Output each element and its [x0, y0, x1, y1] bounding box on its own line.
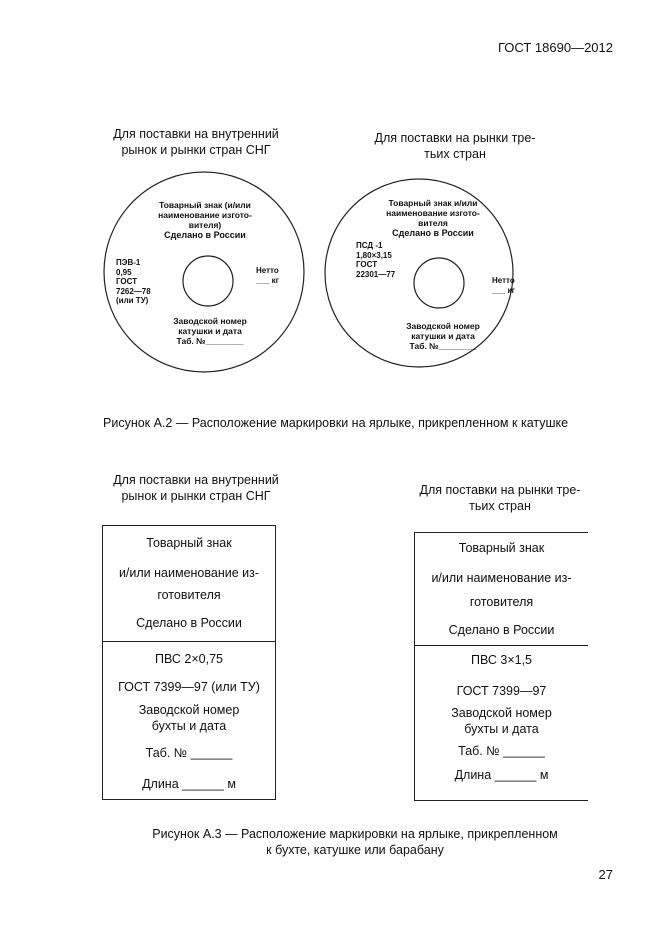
label-maker-line: готовителя	[469, 595, 534, 609]
left-disc-left-text	[116, 258, 176, 306]
caption-line: рынок и рынки стран СНГ	[121, 489, 271, 503]
disc-line: ПСД -1	[356, 241, 383, 250]
right-disc-bottom-text	[393, 321, 493, 351]
left-label	[102, 525, 276, 800]
disc-line: Сделано в России	[164, 230, 246, 240]
label-serial-line: бухты и дата	[464, 722, 539, 736]
right-label	[414, 532, 588, 801]
disc-line: наименование изгото-	[158, 210, 252, 220]
right-disc-top-text	[378, 198, 488, 238]
disc-line: ГОСТ	[116, 277, 138, 286]
disc-line: Товарный знак (и/или	[159, 200, 251, 210]
label-length: Длина ______ м	[142, 777, 236, 791]
disc-line: 1,80×3,15	[356, 250, 392, 260]
disc-line: Сделано в России	[392, 228, 474, 238]
disc-line: Заводской номер	[406, 321, 480, 331]
label-serial-line: Заводской номер	[451, 706, 552, 720]
right-disc-right-text	[492, 276, 532, 296]
label-wire: ПВС 3×1,5	[470, 653, 533, 667]
left-disc-top-text	[150, 200, 260, 240]
left-disc-right-text	[256, 266, 296, 286]
fig-a2-caption: Рисунок А.2 — Расположение маркировки на ярлыке, прикрепленном к катушке	[103, 416, 569, 430]
fig-a3-right-caption	[400, 482, 600, 514]
label-serial-line: бухты и дата	[151, 719, 227, 733]
label-length: Длина ______ м	[454, 768, 549, 782]
disc-line: (или ТУ)	[116, 296, 149, 305]
label-maker-line: и/или наименование из-	[118, 566, 260, 580]
disc-line: ___ кг	[256, 276, 279, 285]
label-trademark: Товарный знак	[146, 536, 232, 550]
label-maker-line: и/или наименование из-	[431, 571, 572, 585]
fig-a3-left-caption	[96, 472, 296, 504]
label-made-in: Сделано в России	[136, 616, 242, 630]
label-divider	[103, 641, 275, 642]
disc-line: катушки и дата	[411, 331, 475, 341]
left-disc-bottom-text	[160, 316, 260, 346]
page-number: 27	[598, 867, 613, 882]
disc-line: наименование изгото-	[386, 208, 480, 218]
label-gost: ГОСТ 7399—97 (или ТУ)	[118, 680, 260, 694]
caption-line: Для поставки на внутренний	[113, 127, 279, 141]
label-serial-line: Заводской номер	[138, 703, 240, 717]
label-tab: Таб. № ______	[458, 744, 545, 758]
disc-line: катушки и дата	[178, 326, 242, 336]
caption-line: Для поставки на внутренний	[113, 473, 279, 487]
disc-line: Нетто	[492, 276, 515, 285]
disc-line: Таб. №________	[409, 341, 477, 351]
caption-line: Рисунок А.3 — Расположение маркировки на ярлыке, прикрепленном	[152, 827, 558, 841]
caption-line: тьих стран	[469, 499, 531, 513]
disc-line: Товарный знак и/или	[388, 198, 478, 208]
label-tab: Таб. № ______	[145, 746, 233, 760]
caption-line: Для поставки на рынки тре-	[374, 131, 536, 145]
disc-line: 7262—78	[116, 286, 151, 296]
disc-line: вителя)	[188, 220, 222, 230]
label-wire: ПВС 2×0,75	[155, 652, 223, 666]
label-trademark: Товарный знак	[458, 541, 545, 555]
caption-line: рынок и рынки стран СНГ	[121, 143, 271, 157]
disc-line: 22301—77	[356, 269, 396, 279]
disc-line: ПЭВ-1	[116, 258, 141, 267]
disc-line: Нетто	[256, 266, 279, 275]
label-gost: ГОСТ 7399—97	[456, 684, 547, 698]
disc-line: Заводской номер	[173, 316, 247, 326]
disc-line: ___ кг	[492, 286, 515, 295]
disc-line: ГОСТ	[356, 260, 378, 269]
left-disc-hole	[183, 256, 233, 306]
disc-line: Таб. №________	[176, 336, 244, 346]
standard-code: ГОСТ 18690—2012	[497, 40, 613, 55]
label-maker-line: готовителя	[157, 588, 221, 602]
caption-line: к бухте, катушке или барабану	[266, 843, 444, 857]
caption-line: Для поставки на рынки тре-	[419, 483, 581, 497]
label-made-in: Сделано в России	[448, 623, 555, 637]
right-disc-left-text	[356, 241, 416, 279]
disc-line: вителя	[418, 218, 448, 228]
disc-line: 0,95	[116, 267, 132, 277]
right-disc-hole	[414, 258, 464, 308]
fig-a3-caption	[100, 826, 610, 858]
label-divider	[415, 645, 588, 646]
caption-line: тьих стран	[424, 147, 486, 161]
